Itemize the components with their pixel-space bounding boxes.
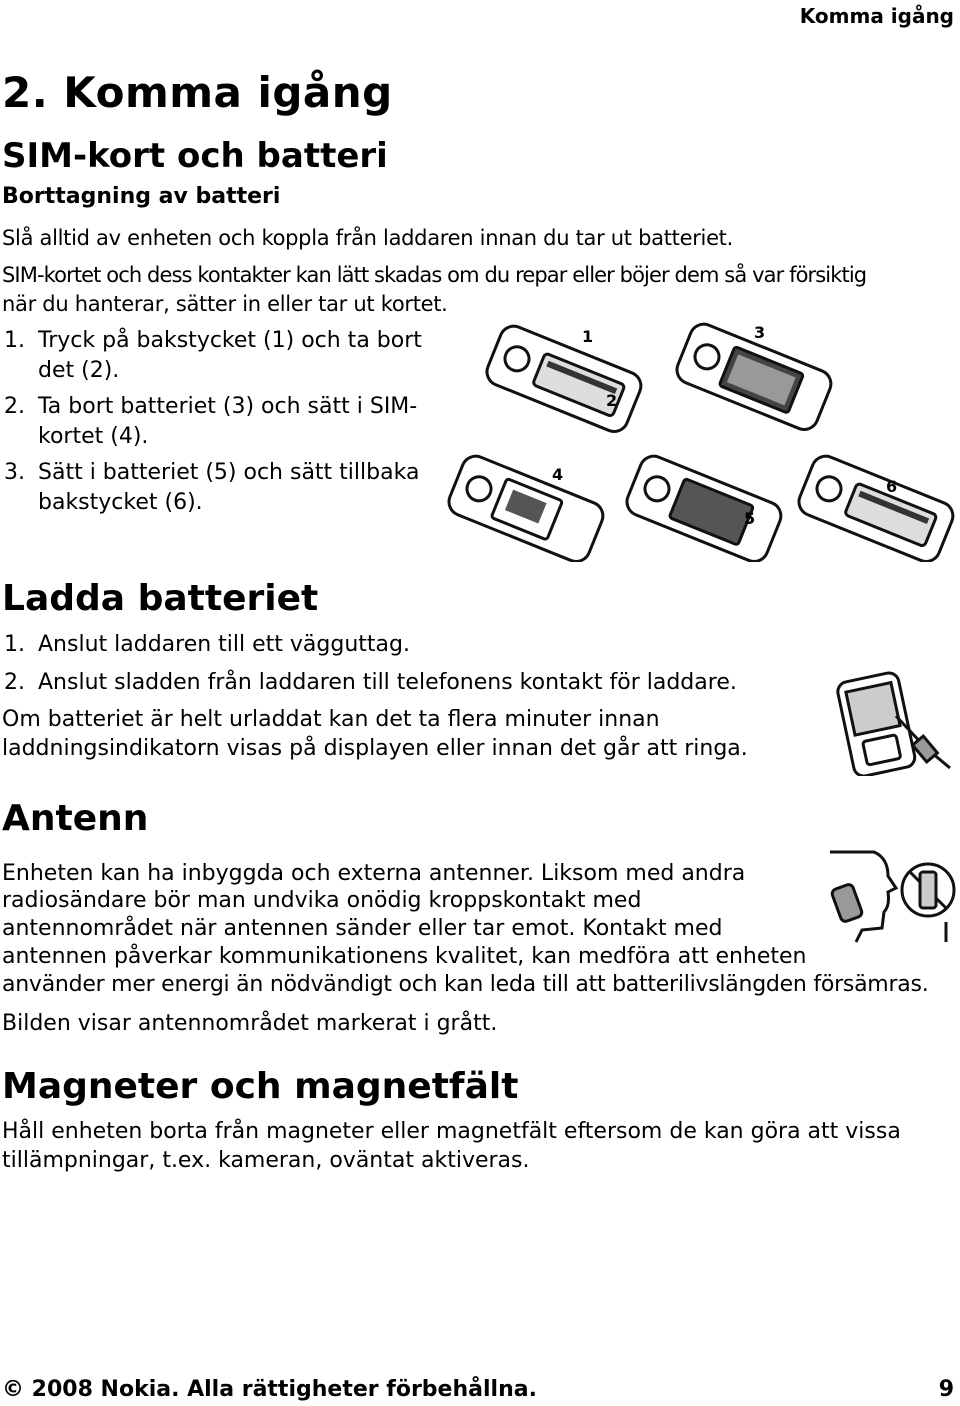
footer-copyright: © 2008 Nokia. Alla rättigheter förbehållna. [2,1377,537,1402]
antenna-illustration [826,846,958,946]
step-number: 1. [4,632,25,657]
magnet-text-line2: tillämpningar, t.ex. kameran, oväntat aktiveras. [2,1148,530,1173]
step-2 [4,392,444,452]
charger-illustration [826,664,956,776]
page-number: 9 [938,1377,954,1402]
phone-sim-insert-figure [446,452,607,562]
charge-note-line2: laddningsindikatorn visas på displayen eller innan det går att ringa. [2,736,748,761]
figure-label-4: 4 [552,465,564,484]
step-number: 1. [4,328,25,353]
subsection-title-battery-removal: Borttagning av batteri [2,184,281,209]
figure-label-6: 6 [886,477,898,496]
paragraph-sim-care-line1: SIM-kortet och dess kontakter kan lätt skadas om du repar eller böjer dem så var försiktig [2,263,867,287]
step-text-continued: kortet (4). [38,424,149,449]
figure-label-1: 1 [582,327,594,346]
battery-sim-illustration [446,312,958,562]
step-text: Anslut sladden från laddaren till telefonens kontakt för laddare. [38,670,737,695]
antenna-caption: Bilden visar antennområdet markerat i grått. [2,1011,498,1036]
chapter-title: 2. Komma igång [2,68,393,117]
step-3 [4,458,444,518]
antenna-text-line1: Enheten kan ha inbyggda och externa antenner. Liksom med andra [2,861,746,886]
section-title-sim: SIM-kort och batteri [2,136,388,176]
paragraph-sim-care-line2: när du hanterar, sätter in eller tar ut kortet. [2,292,448,316]
step-text-continued: det (2). [38,358,120,383]
figure-label-5: 5 [744,509,756,528]
phone-back-cover-figure [483,322,645,436]
paragraph-switch-off: Slå alltid av enheten och koppla från laddaren innan du tar ut batteriet. [2,226,733,250]
step-number: 3. [4,460,25,485]
running-header: Komma igång [799,4,954,28]
antenna-text-line4: antennen påverkar kommunikationens kvalitet, kan medföra att enheten [2,944,807,969]
step-number: 2. [4,670,25,695]
step-text: Sätt i batteriet (5) och sätt tillbaka [38,460,420,485]
step-text-continued: bakstycket (6). [38,490,203,515]
section-title-antenna: Antenn [2,798,149,839]
step-text: Ta bort batteriet (3) och sätt i SIM- [38,394,418,419]
figure-label-2: 2 [606,391,618,410]
charge-step-1 [4,630,410,659]
charge-step-2 [4,668,737,697]
step-text: Tryck på bakstycket (1) och ta bort [38,328,422,353]
phone-battery-insert-figure [623,452,785,562]
charge-note-line1: Om batteriet är helt urladdat kan det ta flera minuter innan [2,707,660,732]
antenna-text-line2: radiosändare bör man undvika onödig kroppskontakt med [2,888,642,913]
step-1 [4,326,444,386]
antenna-text-line5: använder mer energi än nödvändigt och kan leda till att batterilivslängden försämras. [2,972,929,997]
step-text: Anslut laddaren till ett vägguttag. [38,632,410,657]
section-title-charging: Ladda batteriet [2,578,319,619]
antenna-text-line3: antennområdet när antennen sänder eller tar emot. Kontakt med [2,916,723,941]
magnet-text-line1: Håll enheten borta från magneter eller magnetfält eftersom de kan göra att vissa [2,1119,901,1144]
figure-label-3: 3 [754,323,766,342]
step-number: 2. [4,394,25,419]
section-title-magnets: Magneter och magnetfält [2,1066,519,1107]
phone-cover-replace-figure [795,452,957,562]
